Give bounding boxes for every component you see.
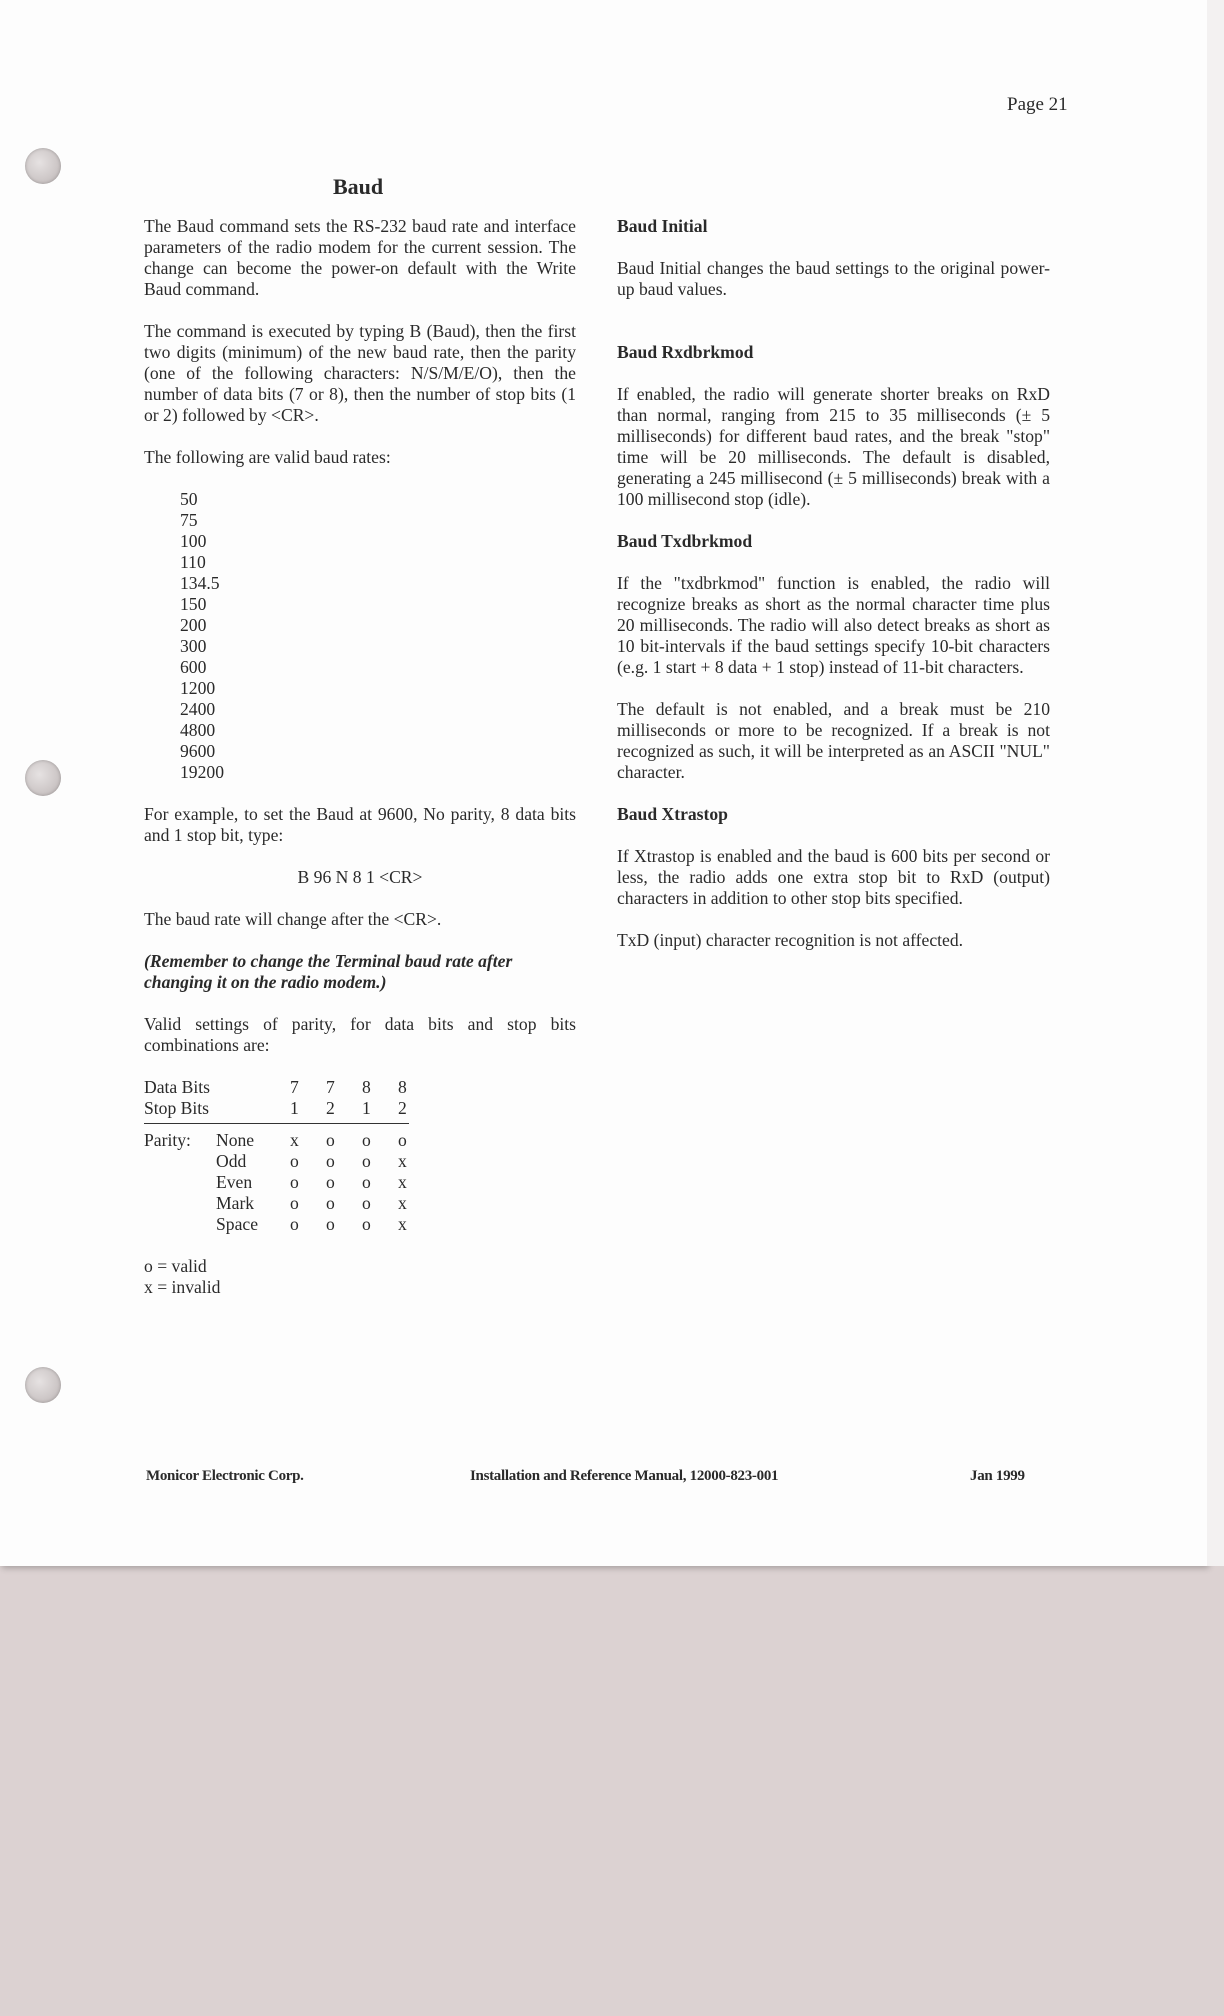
parity-row	[144, 1151, 576, 1172]
cell: 7	[290, 1077, 299, 1097]
cell: o	[326, 1193, 335, 1213]
baud-rate-item: 4800	[180, 720, 216, 740]
baud-rate-item: 150	[180, 594, 207, 614]
legend-valid: o = valid	[144, 1256, 207, 1276]
cell: 2	[398, 1098, 407, 1118]
cell: o	[362, 1151, 371, 1171]
parity-name: Even	[216, 1172, 253, 1192]
baud-rate-item: 200	[180, 615, 207, 635]
paragraph: For example, to set the Baud at 9600, No parity, 8 data bits and 1 stop bit, type:	[144, 804, 576, 845]
cell: 8	[362, 1077, 371, 1097]
paragraph: The default is not enabled, and a break must be 210 milliseconds or more to be recognized. If a break is not recognized as such, it will be interpreted as an ASCII "NUL" character.	[617, 699, 1050, 782]
paragraph: If enabled, the radio will generate shorter breaks on RxD than normal, ranging from 215 to 35 milliseconds (± 5 milliseconds) for different baud rates, and the break "stop" time will be 20 milliseconds. The default is disabled, generating a 245 millisecond (± 5 milliseconds) break with a 100 millisecond stop (idle).	[617, 384, 1050, 509]
cell: x	[398, 1193, 407, 1213]
baud-rate-list	[180, 489, 576, 783]
legend-invalid: x = invalid	[144, 1277, 221, 1297]
cell: o	[326, 1214, 335, 1234]
baud-rate-item: 2400	[180, 699, 216, 719]
baud-rate-item: 600	[180, 657, 207, 677]
cell: o	[290, 1151, 299, 1171]
cell: 2	[326, 1098, 335, 1118]
right-column	[617, 216, 1050, 972]
cell: x	[398, 1151, 407, 1171]
paragraph: The following are valid baud rates:	[144, 447, 391, 467]
page-edge	[1207, 0, 1224, 1566]
cell: x	[398, 1172, 407, 1192]
baud-rate-item: 300	[180, 636, 207, 656]
row-label: Stop Bits	[144, 1098, 210, 1118]
punch-hole	[25, 1367, 61, 1403]
cell: x	[398, 1214, 407, 1234]
footer-company: Monicor Electronic Corp.	[146, 1468, 304, 1484]
baud-rate-item: 75	[180, 510, 198, 530]
paragraph: Valid settings of parity, for data bits and stop bits combinations are:	[144, 1014, 576, 1055]
page-number: Page 21	[1007, 94, 1068, 115]
punch-hole	[25, 148, 61, 184]
parity-row	[144, 1130, 576, 1151]
parity-row	[144, 1214, 576, 1235]
paragraph: If Xtrastop is enabled and the baud is 600 bits per second or less, the radio adds one extra stop bit to RxD (output) characters in addition to other stop bits specified.	[617, 846, 1050, 908]
subheading: Baud Xtrastop	[617, 804, 728, 824]
example-command: B 96 N 8 1 <CR>	[297, 867, 423, 887]
paragraph: TxD (input) character recognition is not affected.	[617, 930, 964, 950]
subheading: Baud Initial	[617, 216, 708, 236]
section-title: Baud	[333, 174, 384, 199]
footer-date: Jan 1999	[970, 1468, 1025, 1484]
cell: o	[362, 1214, 371, 1234]
row-label: Parity:	[144, 1130, 191, 1150]
cell: 1	[362, 1098, 371, 1118]
cell: x	[290, 1130, 299, 1150]
cell: 7	[326, 1077, 335, 1097]
cell: 1	[290, 1098, 299, 1118]
cell: o	[326, 1151, 335, 1171]
paragraph: The command is executed by typing B (Baud), then the first two digits (minimum) of the new baud rate, then the parity (one of the following characters: N/S/M/E/O), then the number of data bits (7 or 8), then the number of stop bits (1 or 2) followed by <CR>.	[144, 321, 576, 425]
baud-rate-item: 100	[180, 531, 207, 551]
paragraph: The baud rate will change after the <CR>.	[144, 909, 442, 929]
cell: o	[326, 1172, 335, 1192]
left-column	[144, 216, 576, 1298]
parity-row	[144, 1193, 576, 1214]
punch-hole	[25, 760, 61, 796]
data-bits-row	[144, 1077, 576, 1098]
parity-name: Odd	[216, 1151, 247, 1171]
row-label: Data Bits	[144, 1077, 210, 1097]
cell: o	[290, 1214, 299, 1234]
parity-name: Space	[216, 1214, 259, 1234]
cell: o	[362, 1193, 371, 1213]
paragraph: The Baud command sets the RS-232 baud rate and interface parameters of the radio modem for the current session. The change can become the power-on default with the Write Baud command.	[144, 216, 576, 299]
baud-rate-item: 1200	[180, 678, 216, 698]
remember-note: (Remember to change the Terminal baud rate after changing it on the radio modem.)	[144, 951, 513, 992]
baud-rate-item: 50	[180, 489, 198, 509]
parity-table	[144, 1077, 576, 1235]
baud-rate-item: 110	[180, 552, 206, 572]
table-divider	[144, 1123, 409, 1124]
subheading: Baud Txdbrkmod	[617, 531, 753, 551]
parity-name: Mark	[216, 1193, 255, 1213]
footer-manual: Installation and Reference Manual, 12000-823-001	[470, 1468, 779, 1484]
cell: o	[290, 1193, 299, 1213]
baud-rate-item: 9600	[180, 741, 216, 761]
paragraph: Baud Initial changes the baud settings to the original power-up baud values.	[617, 258, 1050, 299]
paragraph: If the "txdbrkmod" function is enabled, the radio will recognize breaks as short as the normal character time plus 20 milliseconds. The radio will also detect breaks as short as 10 bit-intervals if the baud settings specify 10-bit characters (e.g. 1 start + 8 data + 1 stop) instead of 11-bit characters.	[617, 573, 1050, 677]
cell: 8	[398, 1077, 407, 1097]
cell: o	[290, 1172, 299, 1192]
parity-name: None	[216, 1130, 255, 1150]
cell: o	[326, 1130, 335, 1150]
cell: o	[398, 1130, 407, 1150]
table-legend	[144, 1256, 576, 1298]
stop-bits-row	[144, 1098, 576, 1119]
parity-row	[144, 1172, 576, 1193]
cell: o	[362, 1130, 371, 1150]
baud-rate-item: 19200	[180, 762, 224, 782]
cell: o	[362, 1172, 371, 1192]
baud-rate-item: 134.5	[180, 573, 220, 593]
subheading: Baud Rxdbrkmod	[617, 342, 754, 362]
